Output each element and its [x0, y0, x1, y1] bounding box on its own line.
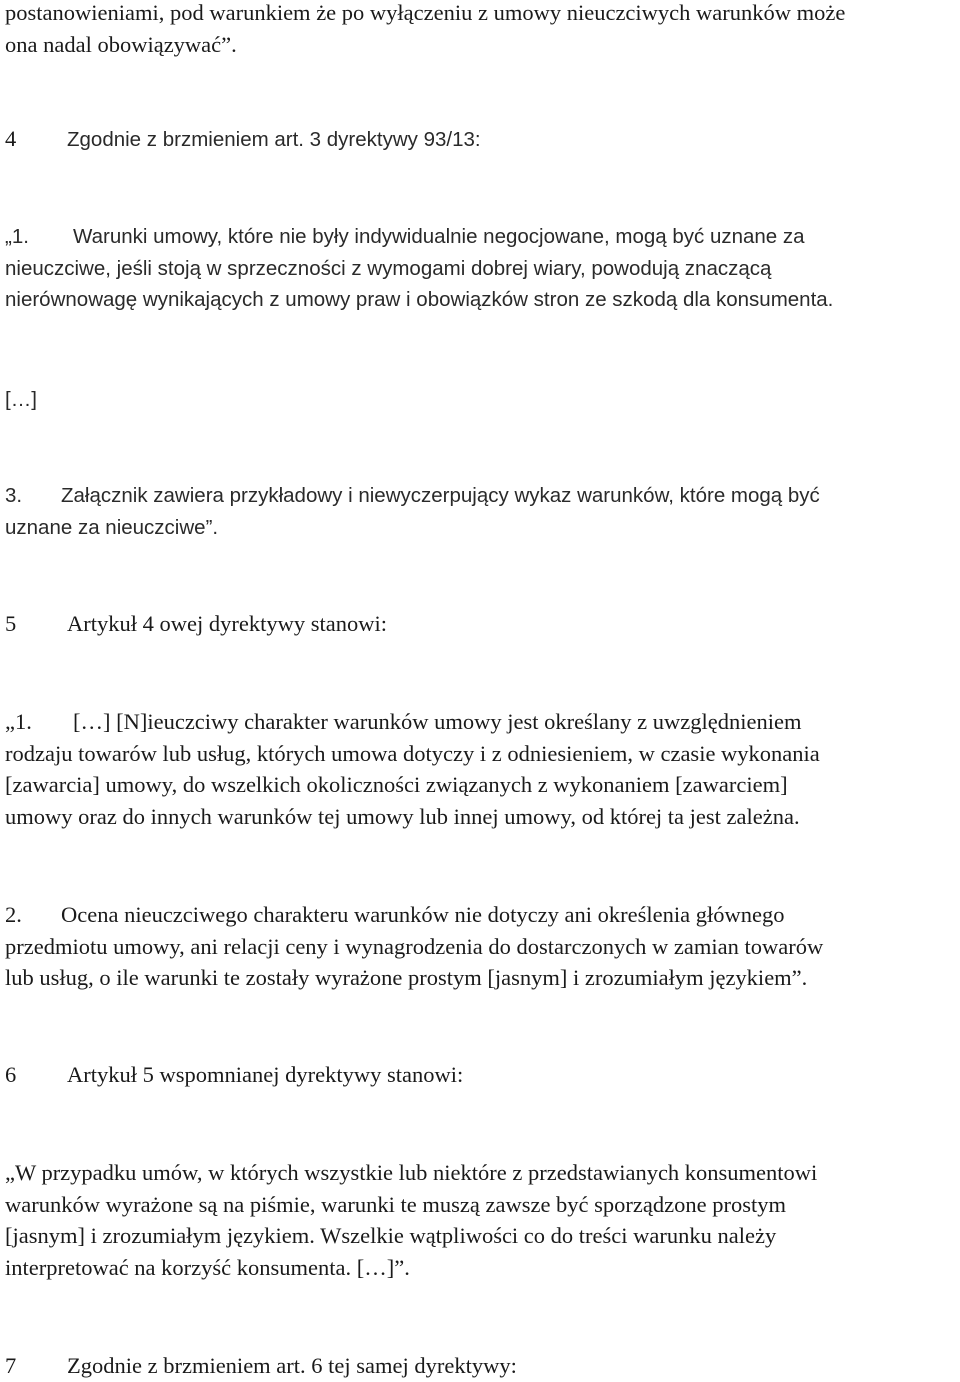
footnote-7: [5, 1350, 940, 1382]
text-line: lub usług, o ile warunki te zostały wyrażone prostym [jasnym] i zrozumiałym językiem”.: [5, 965, 808, 990]
footnote-5: [5, 608, 940, 640]
article-3-paragraph-3: [5, 480, 940, 543]
footnote-text: Artykuł 4 owej dyrektywy stanowi:: [67, 611, 387, 636]
footnote-number: 6: [5, 1062, 17, 1087]
footnote-text: Zgodnie z brzmieniem art. 3 dyrektywy 93/13:: [67, 128, 481, 151]
text-line: interpretować na korzyść konsumenta. […]”.: [5, 1254, 410, 1280]
text-line: Załącznik zawiera przykładowy i niewyczerpujący wykaz warunków, które mogą być: [61, 484, 820, 507]
article-4-paragraph-2: [5, 899, 940, 994]
text-line: Ocena nieuczciwego charakteru warunków nie dotyczy ani określenia głównego: [61, 902, 785, 927]
article-4-paragraph-1: [5, 706, 940, 832]
article-5-quote: [5, 1157, 940, 1283]
footnote-number: 4: [5, 126, 17, 151]
text-line: postanowieniami, pod warunkiem że po wyłączeniu z umowy nieuczciwych warunków może: [5, 0, 846, 25]
text-line: warunków wyrażone są na piśmie, warunki te muszą zawsze być sporządzone prostym: [5, 1191, 786, 1217]
footnote-number: 5: [5, 611, 17, 636]
footnote-4: [5, 123, 940, 156]
text-line: Warunki umowy, które nie były indywidualnie negocjowane, mogą być uznane za: [73, 225, 805, 248]
paragraph-number: 2.: [5, 902, 22, 927]
text-line: „W przypadku umów, w których wszystkie lub niektóre z przedstawianych konsumentowi: [5, 1160, 818, 1185]
text-line: [zawarcia] umowy, do wszelkich okoliczności związanych z wykonaniem [zawarciem]: [5, 772, 788, 797]
text-line: […] [N]ieuczciwy charakter warunków umowy jest określany z uwzględnieniem: [73, 709, 802, 734]
paragraph-number: „1.: [5, 709, 32, 734]
paragraph-number: 3.: [5, 484, 23, 507]
ellipsis: […]: [5, 388, 37, 411]
paragraph-continuation: [5, 0, 940, 60]
text-line: przedmiotu umowy, ani relacji ceny i wynagrodzenia do dostarczonych w zamian towarów: [5, 933, 824, 959]
footnote-6: [5, 1059, 940, 1091]
footnote-text: Artykuł 5 wspomnianej dyrektywy stanowi:: [67, 1062, 464, 1087]
text-line: nierównowagę wynikających z umowy praw i obowiązków stron ze szkodą dla konsumenta.: [5, 288, 834, 311]
text-line: umowy oraz do innych warunków tej umowy lub innej umowy, od której ta jest zależna.: [5, 803, 800, 829]
paragraph-number: „1.: [5, 225, 29, 248]
article-3-paragraph-1: [5, 221, 940, 316]
text-line: nieuczciwe, jeśli stoją w sprzeczności z wymogami dobrej wiary, powodują znaczącą: [5, 256, 772, 280]
text-line: ona nadal obowiązywać”.: [5, 31, 237, 57]
text-line: uznane za nieuczciwe”.: [5, 515, 219, 539]
text-line: [jasnym] i zrozumiałym językiem. Wszelkie wątpliwości co do treści warunku należy: [5, 1223, 777, 1248]
footnote-text: Zgodnie z brzmieniem art. 6 tej samej dyrektywy:: [67, 1353, 517, 1378]
footnote-number: 7: [5, 1353, 17, 1378]
text-line: rodzaju towarów lub usług, których umowa dotyczy i z odniesieniem, w czasie wykonania: [5, 740, 820, 766]
